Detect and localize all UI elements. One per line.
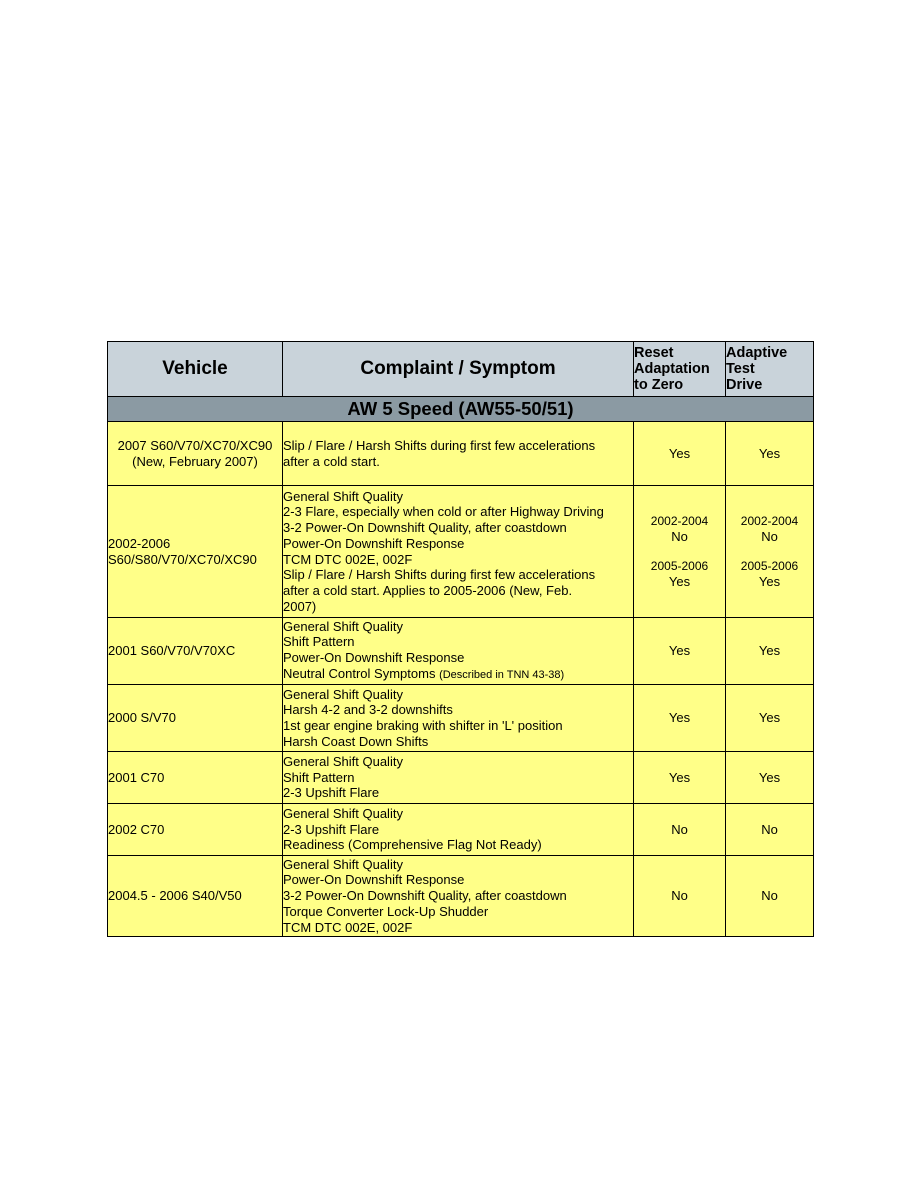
header-reset <box>634 342 726 397</box>
adaptive-value: Yes <box>726 752 814 804</box>
reset-value: Yes <box>634 618 726 685</box>
symptom-line: General Shift Quality <box>283 488 403 504</box>
table-row <box>108 856 814 937</box>
vehicle-cell <box>108 685 283 752</box>
vehicle-line: 2001 S60/V70/V70XC <box>108 643 236 659</box>
reset-value: No <box>634 856 726 937</box>
year-range: 2005-2006 <box>740 559 799 573</box>
vehicle-cell <box>108 752 283 804</box>
vehicle-line: (New, February 2007) <box>132 453 258 469</box>
year-range-block <box>634 514 725 544</box>
header-complaint: Complaint / Symptom <box>283 342 634 397</box>
vehicle-cell <box>108 856 283 937</box>
table-row <box>108 804 814 856</box>
symptom-line: Slip / Flare / Harsh Shifts during first few accelerations <box>283 567 596 583</box>
symptom-line: General Shift Quality <box>283 686 403 702</box>
vehicle-line: 2001 C70 <box>108 769 165 785</box>
symptom-line: Shift Pattern <box>283 634 355 650</box>
reset-value: No <box>671 529 688 544</box>
symptom-line: Harsh Coast Down Shifts <box>283 733 429 749</box>
adaptive-value: Yes <box>758 574 781 589</box>
section-row <box>108 397 814 422</box>
year-range-block <box>726 559 813 589</box>
vehicle-line: 2004.5 - 2006 S40/V50 <box>108 888 242 904</box>
symptom-line: 3-2 Power-On Downshift Quality, after coastdown <box>283 888 567 904</box>
vehicle-line: S60/S80/V70/XC70/XC90 <box>108 551 257 567</box>
symptom-line: Readiness (Comprehensive Flag Not Ready) <box>283 837 542 853</box>
year-range-block <box>726 514 813 544</box>
year-range: 2002-2004 <box>650 514 709 528</box>
symptom-line: 2-3 Upshift Flare <box>283 821 380 837</box>
symptom-line: General Shift Quality <box>283 753 403 769</box>
reference-note: (Described in TNN 43-38) <box>439 668 565 681</box>
header-reset-line: Adaptation <box>634 361 710 377</box>
reset-value: Yes <box>634 422 726 486</box>
adaptive-value: No <box>726 856 814 937</box>
symptom-line: 2-3 Upshift Flare <box>283 785 380 801</box>
vehicle-cell <box>108 804 283 856</box>
symptom-line: TCM DTC 002E, 002F <box>283 919 413 935</box>
header-adaptive <box>726 342 814 397</box>
symptom-line: 2-3 Flare, especially when cold or after Highway Driving <box>283 504 604 520</box>
symptom-cell <box>283 618 634 685</box>
symptom-line: General Shift Quality <box>283 805 403 821</box>
vehicle-line: 2002 C70 <box>108 821 165 837</box>
table-row <box>108 618 814 685</box>
table-row <box>108 752 814 804</box>
symptom-line: 2007) <box>283 598 317 614</box>
vehicle-cell <box>108 618 283 685</box>
symptom-table <box>107 341 814 937</box>
header-vehicle: Vehicle <box>108 342 283 397</box>
table-row <box>108 486 814 618</box>
vehicle-line: 2000 S/V70 <box>108 710 176 726</box>
symptom-cell <box>283 752 634 804</box>
header-row <box>108 342 814 397</box>
symptom-line: Shift Pattern <box>283 769 355 785</box>
symptom-text: Neutral Control Symptoms <box>283 665 436 681</box>
year-range: 2005-2006 <box>650 559 709 573</box>
reset-value-split <box>634 486 726 618</box>
symptom-line: 3-2 Power-On Downshift Quality, after coastdown <box>283 520 567 536</box>
adaptive-value: Yes <box>726 618 814 685</box>
vehicle-cell <box>108 486 283 618</box>
reset-value: Yes <box>668 574 691 589</box>
header-reset-line: Reset <box>634 345 674 361</box>
symptom-cell <box>283 856 634 937</box>
symptom-line <box>283 666 633 684</box>
symptom-cell <box>283 685 634 752</box>
symptom-line: General Shift Quality <box>283 856 403 872</box>
section-title: AW 5 Speed (AW55-50/51) <box>108 397 814 422</box>
reset-value: Yes <box>634 685 726 752</box>
adaptive-value: No <box>726 804 814 856</box>
adaptive-value: Yes <box>726 422 814 486</box>
table-row <box>108 422 814 486</box>
symptom-line: Harsh 4-2 and 3-2 downshifts <box>283 702 453 718</box>
header-adaptive-line: Drive <box>726 377 763 393</box>
table-row <box>108 685 814 752</box>
vehicle-line: 2002-2006 <box>108 535 171 551</box>
symptom-cell <box>283 804 634 856</box>
symptom-line: Slip / Flare / Harsh Shifts during first few accelerations <box>283 437 596 453</box>
header-adaptive-line: Adaptive <box>726 345 788 361</box>
year-range-block <box>634 559 725 589</box>
header-adaptive-line: Test <box>726 361 755 377</box>
symptom-cell <box>283 422 634 486</box>
symptom-line: Power-On Downshift Response <box>283 650 465 665</box>
adaptive-value: No <box>761 529 778 544</box>
symptom-line: Power-On Downshift Response <box>283 535 465 551</box>
symptom-line: 1st gear engine braking with shifter in 'L' position <box>283 718 563 733</box>
symptom-line: after a cold start. Applies to 2005-2006 (New, Feb. <box>283 582 573 598</box>
year-range: 2002-2004 <box>740 514 799 528</box>
symptom-line: General Shift Quality <box>283 618 403 634</box>
header-reset-line: to Zero <box>634 377 684 393</box>
vehicle-cell <box>108 422 283 486</box>
reset-value: Yes <box>634 752 726 804</box>
symptom-line: after a cold start. <box>283 453 380 469</box>
adaptive-value-split <box>726 486 814 618</box>
symptom-cell <box>283 486 634 618</box>
symptom-line: Torque Converter Lock-Up Shudder <box>283 903 489 919</box>
symptom-line: Power-On Downshift Response <box>283 872 465 888</box>
reset-value: No <box>634 804 726 856</box>
adaptive-value: Yes <box>726 685 814 752</box>
symptom-line: TCM DTC 002E, 002F <box>283 551 413 567</box>
vehicle-line: 2007 S60/V70/XC70/XC90 <box>117 437 273 453</box>
